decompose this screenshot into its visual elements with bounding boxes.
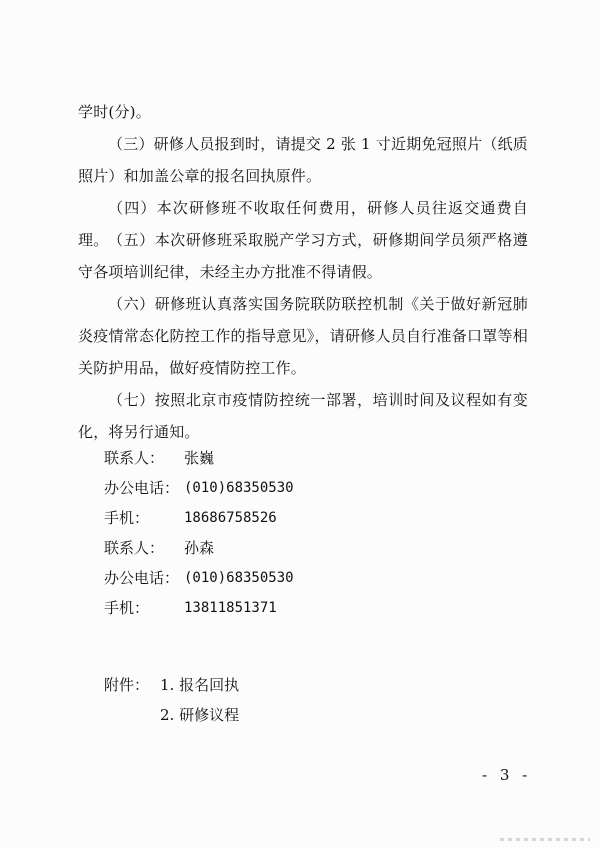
contact-row <box>104 533 404 563</box>
contact-name: 孙森 <box>184 539 215 557</box>
attachments-label: 附件： <box>104 676 150 694</box>
contact-label: 联系人： <box>104 449 165 467</box>
contact-block <box>104 443 404 623</box>
paragraph-item-3: （三）研修人员报到时，请提交 2 张 1 寸近期免冠照片（纸质照片）和加盖公章的报名回执原件。 <box>78 135 528 185</box>
attachments-block <box>104 670 239 730</box>
contact-row <box>104 443 404 473</box>
paragraph-continuation: 学时(分)。 <box>78 103 151 121</box>
scan-artifact <box>500 838 590 841</box>
paragraph-item-6: （六）研修班认真落实国务院联防联控机制《关于做好新冠肺炎疫情常态化防控工作的指导意见》，请研修人员自行准备口罩等相关防护用品，做好疫情防控工作。 <box>78 295 528 377</box>
paragraph-item-7: （七）按照北京市疫情防控统一部署，培训时间及议程如有变化，将另行通知。 <box>78 391 528 441</box>
contact-row <box>104 473 404 503</box>
paragraph-item-5: （五）本次研修班采取脱产学习方式，研修期间学员须严格遵守各项培训纪律，未经主办方批准不得请假。 <box>78 231 528 281</box>
mobile-phone: 13811851371 <box>184 600 277 616</box>
attachment-item: 1. 报名回执 <box>160 676 240 694</box>
page-number: - 3 - <box>482 766 532 784</box>
contact-row <box>104 593 404 623</box>
contact-name: 张巍 <box>184 449 215 467</box>
contact-row <box>104 563 404 593</box>
attachment-row <box>104 670 239 700</box>
contact-row <box>104 503 404 533</box>
office-phone: (010)68350530 <box>184 570 294 586</box>
attachment-item: 2. 研修议程 <box>160 706 240 724</box>
contact-label: 手机： <box>104 599 150 617</box>
paragraph-item-4: （四）本次研修班不收取任何费用，研修人员往返交通费自理。 <box>78 199 528 249</box>
office-phone: (010)68350530 <box>184 480 294 496</box>
contact-label: 联系人： <box>104 539 165 557</box>
mobile-phone: 18686758526 <box>184 510 277 526</box>
attachment-row <box>104 700 239 730</box>
contact-label: 办公电话： <box>104 479 180 497</box>
contact-label: 办公电话： <box>104 569 180 587</box>
contact-label: 手机： <box>104 509 150 527</box>
